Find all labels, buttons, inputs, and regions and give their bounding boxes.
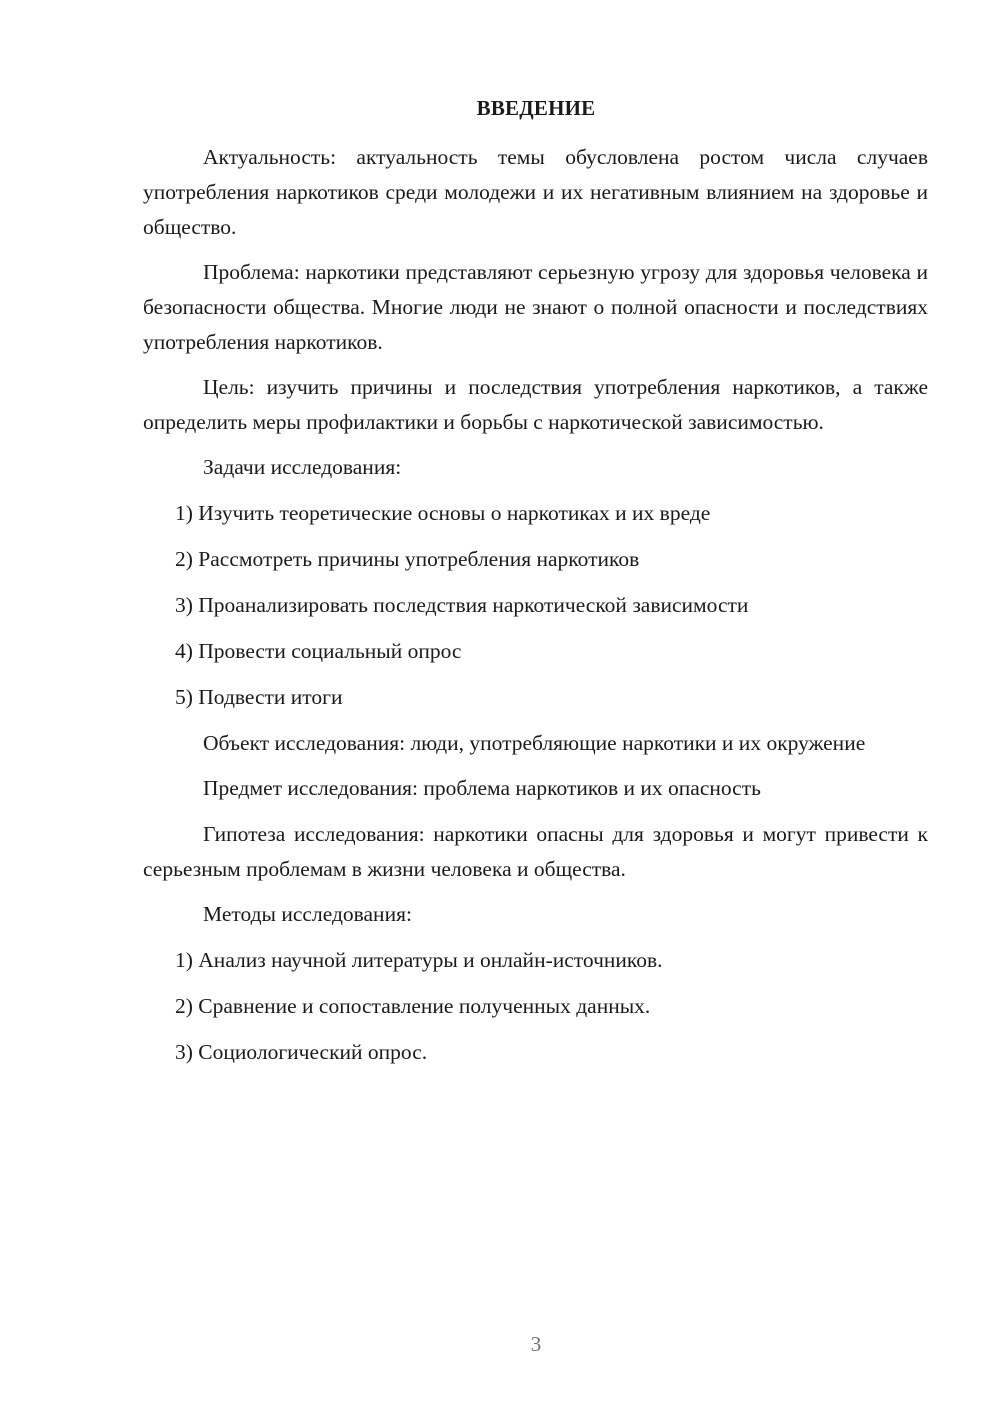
goal-paragraph: Цель: изучить причины и последствия употребления наркотиков, а также определить меры профилактики и борьбы с наркотической зависимостью. [143,375,928,434]
methods-heading: Методы исследования: [203,902,412,926]
list-item: 5) Подвести итоги [175,685,343,709]
subject-paragraph: Предмет исследования: проблема наркотиков и их опасность [203,776,761,800]
list-item: 2) Сравнение и сопоставление полученных данных. [175,994,651,1018]
list-item: 2) Рассмотреть причины употребления наркотиков [175,547,640,571]
methods-list [143,943,928,1070]
list-item: 3) Социологический опрос. [175,1040,428,1064]
page-title: ВВЕДЕНИЕ [476,96,596,120]
list-item: 3) Проанализировать последствия наркотической зависимости [175,593,749,617]
list-item: 1) Анализ научной литературы и онлайн-источников. [175,948,663,972]
list-item: 1) Изучить теоретические основы о наркотиках и их вреде [175,501,711,525]
tasks-heading: Задачи исследования: [203,455,402,479]
hypothesis-paragraph: Гипотеза исследования: наркотики опасны для здоровья и могут привести к серьезным проблемам в жизни человека и общества. [143,822,928,881]
list-item: 4) Провести социальный опрос [175,639,462,663]
problem-paragraph: Проблема: наркотики представляют серьезную угрозу для здоровья человека и безопасности общества. Многие люди не знают о полной опасности и последствиях употребления наркотиков. [143,260,928,354]
relevance-paragraph: Актуальность: актуальность темы обусловлена ростом числа случаев употребления наркотиков среди молодежи и их негативным влиянием на здоровье и общество. [143,145,928,239]
tasks-list [143,496,928,715]
object-paragraph: Объект исследования: люди, употребляющие наркотики и их окружение [203,731,866,755]
document-body [143,140,928,1081]
page-number: 3 [530,1332,542,1356]
